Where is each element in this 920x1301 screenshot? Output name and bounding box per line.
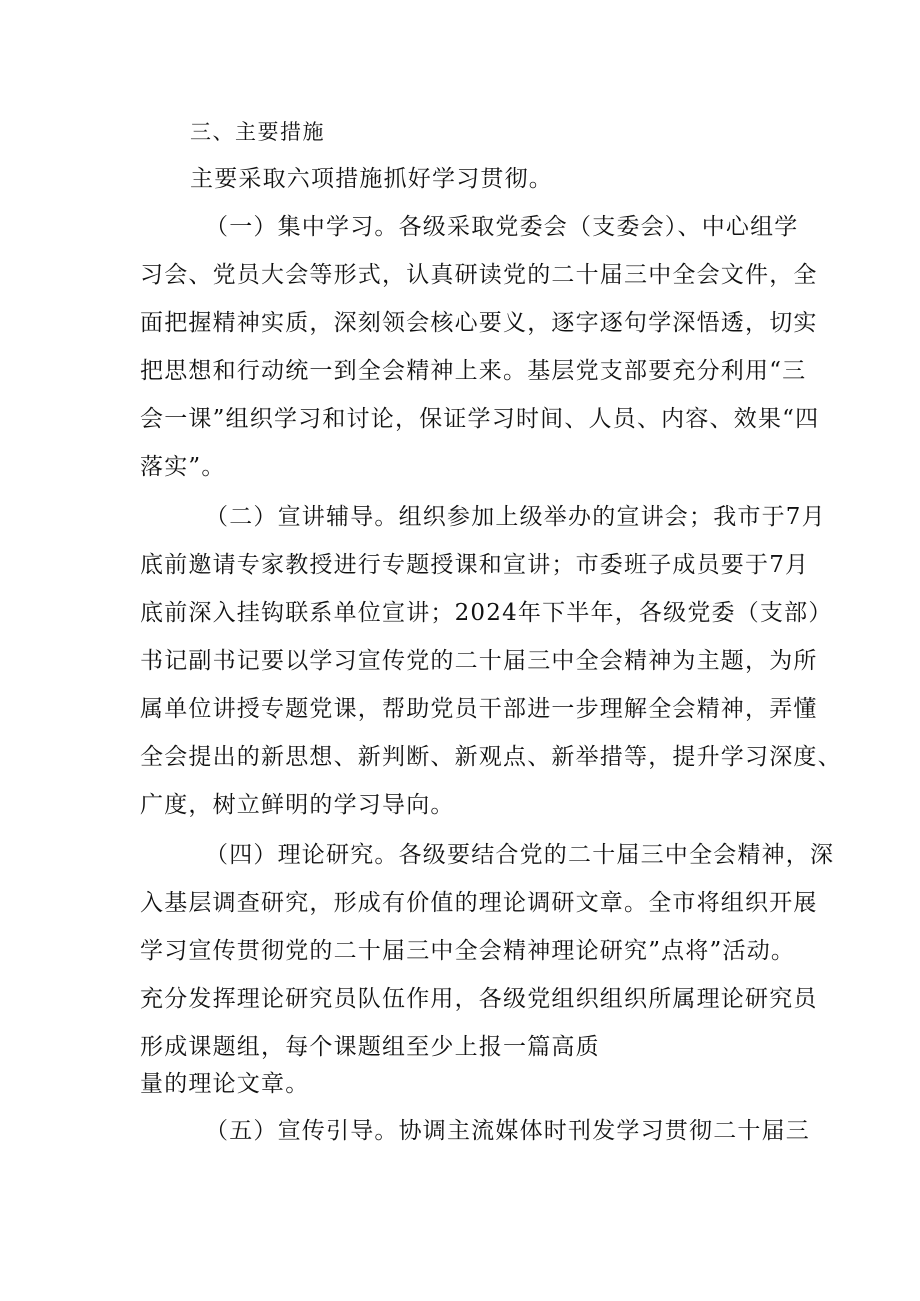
paragraph-2-line-7: 广度，树立鲜明的学习导向。	[140, 792, 455, 818]
paragraph-1-line-6: 落实”。	[140, 454, 226, 480]
paragraph-3-line-3: 学习宣传贯彻党的二十届三中全会精神理论研究”点将”活动。	[140, 938, 796, 964]
paragraph-3-line-4: 充分发挥理论研究员队伍作用，各级党组织组织所属理论研究员	[140, 986, 818, 1012]
paragraph-3-line-1: （四）理论研究。各级要结合党的二十届三中全会精神，深	[205, 842, 835, 868]
paragraph-3-line-5: 形成课题组，每个课题组至少上报一篇高质	[140, 1034, 600, 1060]
paragraph-2-line-4: 书记副书记要以学习宣传党的二十届三中全会精神为主题，为所	[140, 648, 818, 674]
paragraph-2-line-5: 属单位讲授专题党课，帮助党员干部进一步理解全会精神，弄懂	[140, 696, 818, 722]
paragraph-1-line-4: 把思想和行动统一到全会精神上来。基层党支部要充分利用“三	[140, 358, 807, 384]
paragraph-2-line-1: （二）宣讲辅导。组织参加上级举办的宣讲会；我市于7月	[205, 504, 826, 530]
paragraph-3-line-6: 量的理论文章。	[140, 1071, 310, 1097]
paragraph-3-line-2: 入基层调查研究，形成有价值的理论调研文章。全市将组织开展	[140, 890, 818, 916]
intro-line: 主要采取六项措施抓好学习贯彻。	[190, 166, 553, 192]
paragraph-4-line-1: （五）宣传引导。协调主流媒体时刊发学习贯彻二十届三	[205, 1118, 810, 1144]
paragraph-2-line-3: 底前深入挂钩联系单位宣讲；2024年下半年，各级党委（支部）	[140, 600, 833, 626]
section-heading: 三、主要措施	[190, 120, 325, 144]
paragraph-2-line-6: 全会提出的新思想、新判断、新观点、新举措等，提升学习深度、	[140, 744, 842, 770]
paragraph-1-line-3: 面把握精神实质，深刻领会核心要义，逐字逐句学深悟透，切实	[140, 310, 818, 336]
paragraph-1-line-2: 习会、党员大会等形式，认真研读党的二十届三中全会文件，全	[140, 262, 818, 288]
paragraph-2-line-2: 底前邀请专家教授进行专题授课和宣讲；市委班子成员要于7月	[140, 552, 810, 578]
paragraph-1-line-1: （一）集中学习。各级采取党委会（支委会）、中心组学	[205, 214, 799, 240]
paragraph-1-line-5: 会一课”组织学习和讨论，保证学习时间、人员、内容、效果“四	[140, 406, 820, 432]
